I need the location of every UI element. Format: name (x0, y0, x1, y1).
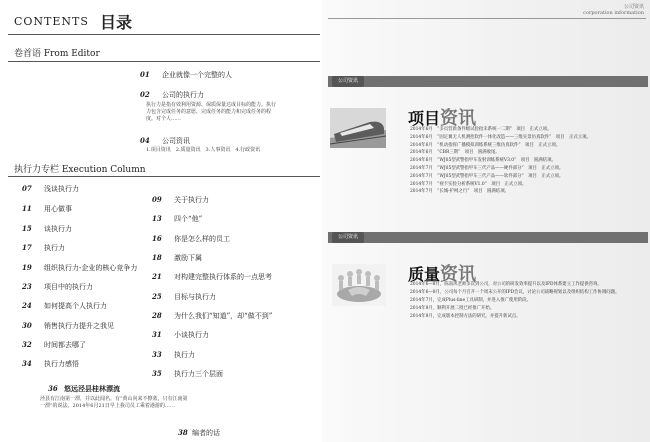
toc-entry-title: 如何提高个人执行力 (44, 302, 107, 310)
toc-entry-title: 关于执行力 (174, 196, 209, 204)
toc-page-number: 18 (152, 253, 162, 262)
toc-entry-title: 公司的执行力 (162, 91, 204, 99)
toc-entry-title: 时间都去哪了 (44, 341, 86, 349)
toc-page-number: 09 (152, 195, 162, 204)
toc-entry-title: 四个“他” (174, 215, 203, 223)
toc-page-number: 35 (152, 369, 162, 378)
toc-entry[interactable] (140, 136, 190, 146)
column-section-title: 执行力专栏 Execution Column (14, 165, 146, 175)
toc-page-number: 25 (152, 292, 162, 301)
editor-section-title: 卷首语 From Editor (14, 49, 100, 59)
toc-entry[interactable] (22, 340, 86, 350)
toc-entry[interactable] (22, 321, 114, 331)
toc-entry[interactable] (22, 204, 72, 214)
travel-description: 泾县有江南第一漂，并以此闻名。有“黄山向来不擦蓝，只有江南第一漂”的说法。2014年6月21日早上我司员工乘着港游的…… (40, 396, 188, 409)
quality-news-para: 2014年8月，完成版本控制方法的研究，并提升新试点。 (410, 314, 521, 319)
contents-en-title: CONTENTS (14, 15, 89, 28)
project-news-list (410, 126, 591, 196)
toc-entry-title: 对构建完整执行体系的一点思考 (174, 273, 272, 281)
puzzle-people-image (332, 264, 386, 306)
contents-cn-title: 目录 (100, 13, 133, 32)
toc-entry-title: 浅谈执行力 (44, 185, 79, 193)
toc-entry[interactable] (152, 195, 209, 205)
running-header-en: corporation information (583, 10, 644, 16)
project-news-item: 2014年6月 “固定翼无人机测控软件一体化改造——三维实景仿真软件” 项目 正式立项。 (410, 134, 591, 140)
toc-page-number: 34 (22, 359, 32, 368)
quality-title-a: 质量 (408, 265, 441, 284)
project-title-b: 资讯 (440, 108, 477, 129)
toc-entry-title: 销售执行力提升之我见 (44, 322, 114, 330)
toc-entry-title: 企业就像一个完整的人 (162, 71, 232, 79)
toc-page-number: 31 (152, 330, 162, 339)
toc-page-number: 38 (178, 428, 188, 437)
project-news-item: 2014年7月 “视卡实验分析系统V1.0” 项目 正式立项。 (410, 181, 527, 187)
section-bar-label: 公司资讯 (332, 76, 364, 87)
section-bar (328, 232, 648, 243)
news-subitems: 1.项目资讯 2.质量资讯 3.人事资讯 4.行政资讯 (146, 147, 261, 153)
toc-entry-title: 用心做事 (44, 205, 72, 213)
toc-entry-title: 组织执行力-企业的核心竞争力 (44, 264, 138, 272)
train-image (330, 108, 386, 148)
toc-entry[interactable] (22, 184, 79, 194)
toc-page-number: 36 (48, 384, 58, 393)
toc-page-number: 13 (152, 214, 162, 223)
toc-entry-title: 为什么我们“知道”，却“做不到” (174, 312, 273, 320)
running-header-cn: 公司资讯 (623, 4, 644, 10)
toc-page-number: 17 (22, 243, 32, 252)
toc-entry-title: 小谈执行力 (174, 331, 209, 339)
toc-entry[interactable] (152, 350, 195, 360)
editor-description: 执行力是指有效利用资源、保质保量达成目标的能力。执行力包含完成任务的意愿，完成任务的能力和完成任务的程度。对个人…… (146, 102, 277, 122)
toc-page-number: 33 (152, 350, 162, 359)
toc-entry[interactable] (152, 214, 202, 224)
project-news-item: 2014年7月 “长城-护网之行” 项目 圆满结项。 (410, 189, 509, 195)
toc-page-number: 24 (22, 301, 32, 310)
toc-entry-title: 执行力三个层面 (174, 370, 223, 378)
project-title-a: 项目 (408, 109, 441, 128)
section-bar (328, 76, 648, 87)
quality-title-b: 资讯 (440, 264, 477, 285)
running-header-line (328, 18, 646, 19)
toc-entry[interactable] (152, 369, 223, 379)
project-news-item: 2014年6月 “多员营新条件级试验指未系统一二期” 项目 正式立项。 (410, 127, 552, 132)
toc-page-number: 30 (22, 321, 32, 330)
toc-page-number: 07 (22, 184, 32, 193)
contents-header (14, 10, 132, 33)
header-divider (8, 34, 320, 35)
toc-entry-title: 项目中的执行力 (44, 283, 93, 291)
toc-entry[interactable] (152, 311, 272, 321)
toc-entry-editor-note[interactable] (178, 428, 220, 438)
toc-entry-title: 激励下属 (174, 254, 202, 262)
quality-news-para: 2014年6—8月，陈南风老师多次到公司，对公司的研发效率提升以及IPD体系建立工作提供咨询。 (410, 282, 602, 287)
toc-page-number: 23 (22, 282, 32, 291)
toc-entry-title: 公司资讯 (162, 137, 190, 145)
section-bar-label: 公司资讯 (332, 232, 364, 243)
project-news-item: 2014年7月 “WJ05型武警指甲车三代产品——硬件部分” 项目 正式立项。 (410, 165, 564, 171)
toc-entry[interactable] (140, 70, 232, 80)
toc-entry[interactable] (152, 253, 202, 263)
project-news-item: 2014年6月 “WJ05型武警指甲车发射训练系统V3.0” 项目 圆满结项。 (410, 158, 556, 164)
running-header (583, 4, 644, 16)
toc-entry[interactable] (152, 272, 272, 282)
toc-page-number: 02 (140, 90, 150, 99)
toc-page-number: 11 (22, 204, 32, 213)
toc-entry[interactable] (22, 243, 65, 253)
toc-entry[interactable] (22, 282, 93, 292)
toc-entry[interactable] (22, 359, 79, 369)
toc-page-number: 32 (22, 340, 32, 349)
toc-entry-title: 执行力感悟 (44, 360, 79, 368)
toc-page-number: 28 (152, 311, 162, 320)
news-page (322, 0, 650, 442)
project-news-item: 2014年6月 “机动指挥广播模拟训练系统三维仿真软件” 项目 正式立项。 (410, 142, 561, 148)
toc-entry[interactable] (22, 263, 137, 273)
contents-page (0, 0, 322, 442)
toc-entry[interactable] (22, 301, 107, 311)
project-news-item: 2014年7月 “WJ05型武警指甲车三代产品——软件部分” 项目 正式立项。 (410, 173, 564, 179)
toc-entry-title: 目标与执行力 (174, 293, 216, 301)
toc-entry[interactable] (152, 234, 230, 244)
column-divider (8, 176, 320, 177)
toc-entry[interactable] (152, 292, 216, 302)
toc-page-number: 21 (152, 272, 162, 281)
toc-entry-title: 悠远泾县桂林漂流 (64, 384, 120, 393)
toc-entry[interactable] (140, 90, 204, 100)
toc-entry-title: 执行力 (44, 244, 65, 252)
quality-news-para: 2014年6—8月，公司每个月召开一个周末公开的IPD会议，讨论公司战略规划以及组织结构工作协调问题。 (410, 290, 620, 295)
toc-entry[interactable] (22, 224, 72, 234)
toc-page-number: 15 (22, 224, 32, 233)
toc-page-number: 01 (140, 70, 150, 79)
toc-entry-title: 编者的话 (192, 429, 220, 437)
toc-entry-travel[interactable] (48, 384, 120, 394)
toc-entry-title: 谈执行力 (44, 225, 72, 233)
toc-page-number: 19 (22, 263, 32, 272)
project-news-item: 2014年6月 “CBR三期” 项目 圆满收尾。 (410, 150, 500, 156)
toc-entry[interactable] (152, 330, 209, 340)
editor-divider (8, 61, 320, 62)
quality-news-body (410, 281, 644, 321)
toc-page-number: 16 (152, 234, 162, 243)
toc-entry-title: 你是怎么样的员工 (174, 235, 230, 243)
quality-news-para: 2014年8月，顺利开展二批已经推广开始。 (410, 306, 495, 311)
quality-news-para: 2014年7月，完成Plus-line工具研制，并进入推广使用阶段。 (410, 298, 531, 303)
toc-entry-title: 执行力 (174, 351, 195, 359)
toc-page-number: 04 (140, 136, 150, 145)
